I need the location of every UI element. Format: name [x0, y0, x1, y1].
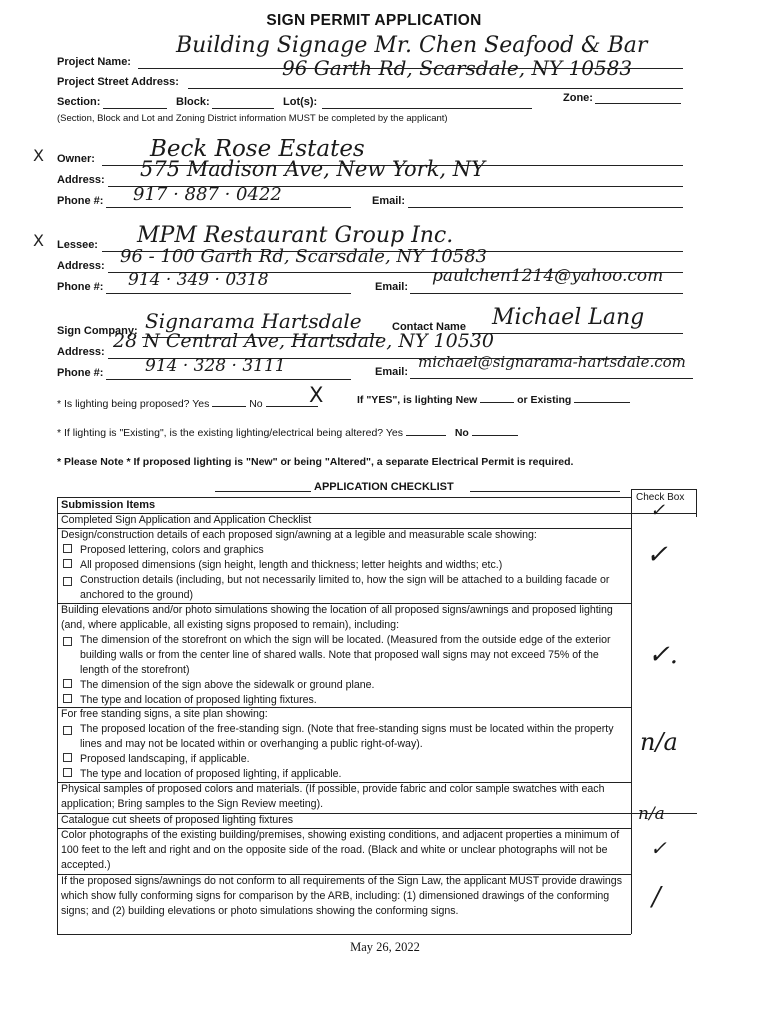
- checklist-heading: APPLICATION CHECKLIST: [314, 481, 454, 493]
- section-label: Section:: [57, 96, 101, 108]
- lessee-email-label: Email:: [375, 281, 409, 293]
- owner-label: Owner:: [57, 153, 95, 165]
- lighting-q2-yes-label: * If lighting is "Existing", is the existing lighting/electrical being altered? Yes: [57, 427, 403, 439]
- lighting-q1-text: [57, 398, 318, 410]
- row2-intro: Design/construction details of each proposed sign/awning at a legible and measurable scale showing:: [61, 529, 537, 541]
- row3-bullet2-text: The dimension of the sign above the sidewalk or ground plane.: [80, 679, 375, 691]
- row3-bullet1: [61, 633, 627, 678]
- row4-bullet1: [61, 722, 627, 752]
- table-left-border: [57, 497, 58, 934]
- owner-address-label: Address:: [57, 174, 105, 186]
- lighting-existing-label: or Existing: [517, 394, 572, 406]
- zone-label: Zone:: [563, 92, 593, 104]
- bullet-box-icon: [63, 544, 72, 553]
- project-street-label: Project Street Address:: [57, 76, 179, 88]
- lighting-q1-yes-blank[interactable]: [212, 406, 246, 407]
- lessee-x-mark: X: [33, 231, 44, 250]
- sign-company-email-value[interactable]: michael@signarama-hartsdale.com: [418, 353, 686, 371]
- heading-rule-right: [470, 491, 620, 492]
- section-block-note: (Section, Block and Lot and Zoning District information MUST be completed by the applicant): [57, 113, 448, 124]
- lessee-phone-line: [106, 293, 351, 294]
- check-header-top: [631, 489, 697, 490]
- row3-bullet3: [61, 693, 627, 708]
- lessee-label: Lessee:: [57, 239, 98, 251]
- row4-bullet1-text: The proposed location of the free-standing sign. (Note that free-standing signs must be located within the property lines and may not be located within or overhanging a public right-of-way).: [80, 723, 614, 750]
- zone-line[interactable]: [595, 103, 681, 104]
- block-label: Block:: [176, 96, 210, 108]
- row4-bullet2: [61, 752, 627, 767]
- owner-email-line[interactable]: [408, 207, 683, 208]
- row1-text: Completed Sign Application and Application Checklist: [61, 514, 312, 526]
- form-title: SIGN PERMIT APPLICATION: [266, 12, 482, 29]
- sign-company-phone-line: [106, 379, 351, 380]
- row7-checkmark[interactable]: ✓: [650, 836, 667, 860]
- owner-value[interactable]: Beck Rose Estates: [150, 136, 365, 162]
- lessee-phone-value[interactable]: 914 · 349 · 0318: [128, 270, 269, 290]
- bullet-box-icon: [63, 679, 72, 688]
- sign-company-value[interactable]: Signarama Hartsdale: [145, 309, 362, 333]
- row4-na-mark[interactable]: n/a: [640, 728, 678, 756]
- row2-bullet2: [61, 558, 627, 573]
- owner-email-label: Email:: [372, 195, 406, 207]
- block-line[interactable]: [212, 108, 274, 109]
- electrical-permit-note: * Please Note * If proposed lighting is "New" or being "Altered", a separate Electrical Permit is required.: [57, 456, 574, 468]
- row6-text: Catalogue cut sheets of proposed lighting fixtures: [61, 814, 294, 826]
- row2-bullet3-text: Construction details (including, but not necessarily limited to, how the sign will be attached to a building facade or anchored to the ground): [80, 574, 610, 601]
- contact-name-line: [472, 333, 683, 334]
- sign-company-phone-label: Phone #:: [57, 367, 104, 379]
- owner-phone-line: [106, 207, 351, 208]
- row8-checkmark[interactable]: /: [652, 882, 661, 912]
- sign-company-phone-value[interactable]: 914 · 328 · 3111: [145, 356, 286, 376]
- row2-bullet1-text: Proposed lettering, colors and graphics: [80, 544, 264, 556]
- project-street-line: [188, 88, 683, 89]
- row4-bullet3: [61, 767, 627, 782]
- bullet-box-icon: [63, 559, 72, 568]
- bullet-box-icon: [63, 726, 72, 735]
- row3-bullet1-text: The dimension of the storefront on which the sign will be located. (Measured from the outside edge of the exterior building walls or from the center line of shared walls. Note that proposed wall signs may not exceed 75% of the length of the storefront): [80, 634, 611, 676]
- col-check-box: Check Box: [636, 492, 685, 503]
- row2-cell: [61, 528, 627, 603]
- lighting-q1-yes-label: * Is lighting being proposed? Yes: [57, 398, 210, 410]
- lighting-q2-text: [57, 427, 518, 439]
- sign-company-email-line: [410, 378, 693, 379]
- lots-label: Lot(s):: [283, 96, 318, 108]
- contact-name-label: Contact Name: [392, 321, 466, 333]
- sign-company-address-value[interactable]: 28 N Central Ave, Hartsdale, NY 10530: [113, 330, 494, 352]
- lessee-phone-label: Phone #:: [57, 281, 104, 293]
- sign-company-email-label: Email:: [375, 366, 409, 378]
- table-check-divider: [631, 489, 632, 934]
- row2-bullet3: [61, 573, 627, 603]
- lessee-address-value[interactable]: 96 - 100 Garth Rd, Scarsdale, NY 10583: [120, 246, 487, 267]
- sign-company-label: Sign Company:: [57, 325, 138, 337]
- lighting-new-blank[interactable]: [480, 402, 514, 403]
- owner-address-value[interactable]: 575 Madison Ave, New York, NY: [140, 157, 486, 181]
- project-name-value[interactable]: Building Signage Mr. Chen Seafood & Bar: [176, 33, 648, 58]
- lighting-q2-no-blank[interactable]: [472, 435, 518, 436]
- lots-line[interactable]: [322, 108, 532, 109]
- lessee-value[interactable]: MPM Restaurant Group Inc.: [137, 223, 454, 248]
- contact-name-value[interactable]: Michael Lang: [492, 305, 645, 330]
- bullet-box-icon: [63, 694, 72, 703]
- section-line[interactable]: [103, 108, 167, 109]
- row2-checkmark[interactable]: ✓: [646, 540, 668, 570]
- lessee-email-value[interactable]: paulchen1214@yahoo.com: [432, 266, 664, 286]
- bullet-box-icon: [63, 577, 72, 586]
- row1-checkmark[interactable]: ✓: [650, 500, 666, 521]
- row3-bullet3-text: The type and location of proposed lighting fixtures.: [80, 694, 317, 706]
- lessee-email-line: [410, 293, 683, 294]
- project-street-value[interactable]: 96 Garth Rd, Scarsdale, NY 10583: [282, 56, 633, 80]
- row3-bullet2: [61, 678, 627, 693]
- row4-intro: For free standing signs, a site plan showing:: [61, 708, 268, 720]
- sign-company-address-label: Address:: [57, 346, 105, 358]
- owner-phone-value[interactable]: 917 · 887 · 0422: [133, 184, 282, 205]
- bullet-box-icon: [63, 768, 72, 777]
- col-submission-items: Submission Items: [61, 499, 156, 511]
- row6-na-mark[interactable]: n/a: [638, 804, 665, 824]
- table-top-border: [57, 497, 631, 498]
- row4-cell: [61, 707, 627, 782]
- lighting-q2-yes-blank[interactable]: [406, 435, 446, 436]
- project-name-label: Project Name:: [57, 56, 131, 68]
- lighting-new-label: If "YES", is lighting New: [357, 394, 478, 406]
- lighting-q2-no-label: No: [454, 427, 469, 439]
- bullet-box-icon: [63, 753, 72, 762]
- bullet-box-icon: [63, 637, 72, 646]
- row3-intro: Building elevations and/or photo simulations showing the location of all proposed signs/awnings and proposed lighting (and, where applicable, all existing signs proposed to remain), including:: [61, 604, 613, 631]
- owner-phone-label: Phone #:: [57, 195, 104, 207]
- row2-bullet1: [61, 543, 627, 558]
- row8-text: If the proposed signs/awnings do not conform to all requirements of the Sign Law, the applicant MUST provide drawings which show fully conforming signs for comparison by the ARB, including: (1) dimensioned drawings of the conforming signs; and (2) building elevations or photo simulations showing the conforming signs.: [61, 875, 622, 917]
- row7-text: Color photographs of the existing building/premises, showing existing conditions, and adjacent properties a minimum of 100 feet to the left and right and on the opposite side of the road. (Black and white or unclear photographs will not be accepted.): [61, 829, 620, 871]
- row5-text: Physical samples of proposed colors and materials. (If possible, provide fabric and color sample swatches with each application; Bring samples to the Sign Review meeting).: [61, 783, 605, 810]
- row4-bullet2-text: Proposed landscaping, if applicable.: [80, 753, 250, 765]
- row3-checkmark[interactable]: ✓.: [648, 640, 679, 670]
- owner-x-mark: X: [33, 146, 44, 165]
- footer-date: May 26, 2022: [350, 940, 420, 954]
- heading-rule-left: [215, 491, 311, 492]
- row4-bullet3-text: The type and location of proposed lighting, if applicable.: [80, 768, 342, 780]
- lighting-existing-blank[interactable]: [574, 402, 630, 403]
- lessee-address-label: Address:: [57, 260, 105, 272]
- row3-cell: [61, 603, 627, 708]
- lighting-q1-followup: [357, 394, 630, 406]
- row2-bullet2-text: All proposed dimensions (sign height, length and thickness; letter heights and widths; etc.): [80, 559, 503, 571]
- table-bottom-border: [57, 934, 631, 935]
- lighting-q1-no-mark: X: [309, 383, 324, 407]
- lighting-q1-no-label: No: [249, 398, 263, 410]
